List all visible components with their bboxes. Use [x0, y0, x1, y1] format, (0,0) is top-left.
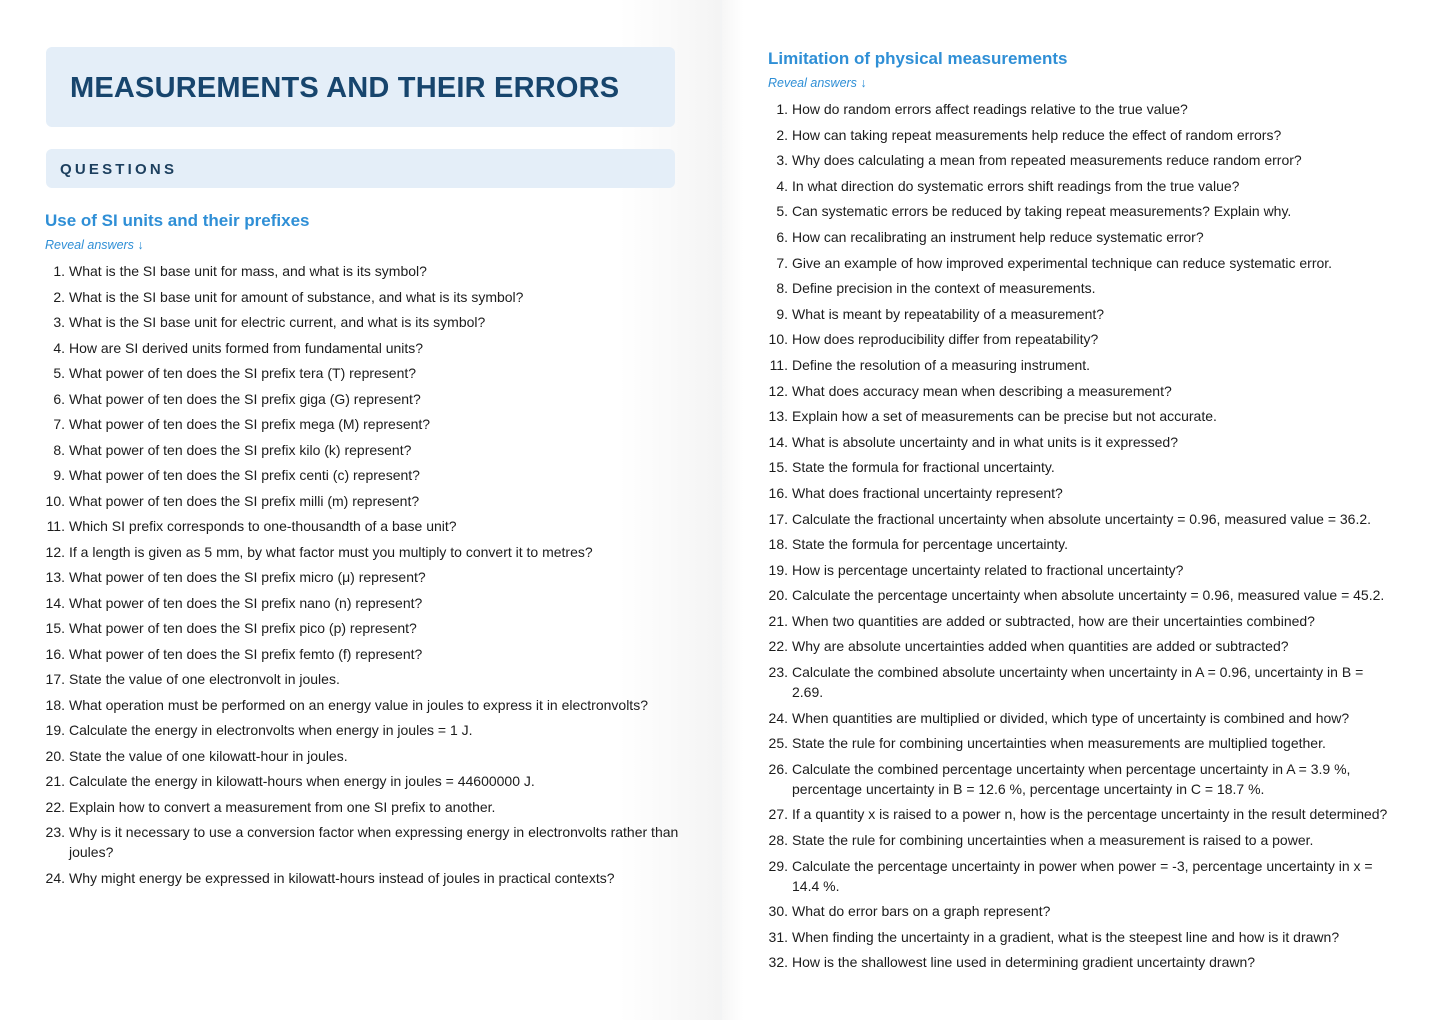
list-item — [768, 432, 1398, 452]
section-si-units — [45, 211, 685, 893]
question-number: 13. — [45, 569, 65, 585]
question-text: How can taking repeat measurements help reduce the effect of random errors? — [792, 126, 1282, 143]
list-item — [768, 585, 1398, 605]
question-number: 15. — [768, 459, 788, 476]
list-item — [45, 542, 685, 562]
question-number: 1. — [53, 263, 65, 279]
list-item — [45, 261, 685, 281]
question-number: 17. — [45, 671, 65, 687]
right-page — [722, 0, 1445, 1020]
question-number: 11. — [46, 518, 65, 534]
list-item — [768, 830, 1398, 850]
section-heading: Limitation of physical measurements — [768, 49, 1068, 68]
question-text: What is the SI base unit for electric current, and what is its symbol? — [69, 314, 486, 330]
question-text: How can recalibrating an instrument help reduce systematic error? — [792, 228, 1204, 245]
list-item — [768, 636, 1398, 656]
question-text: What does fractional uncertainty represent? — [792, 484, 1063, 501]
question-number: 23. — [45, 824, 65, 840]
question-number: 24. — [768, 709, 788, 726]
question-number: 7. — [53, 416, 65, 432]
list-item — [45, 516, 685, 536]
question-text: If a length is given as 5 mm, by what factor must you multiply to convert it to metres? — [69, 543, 593, 560]
list-item — [768, 457, 1398, 477]
question-text: When finding the uncertainty in a gradient, what is the steepest line and how is it drawn? — [792, 928, 1340, 945]
question-text: State the formula for percentage uncertainty. — [792, 536, 1069, 553]
list-item — [768, 406, 1398, 426]
question-text: What power of ten does the SI prefix femto (f) represent? — [69, 645, 423, 662]
list-item — [45, 644, 685, 664]
list-item — [768, 708, 1398, 728]
question-number: 21. — [768, 612, 788, 629]
question-number: 21. — [45, 773, 65, 789]
list-item — [45, 440, 685, 460]
list-item — [768, 509, 1398, 529]
question-number: 14. — [768, 433, 788, 450]
question-number: 12. — [768, 382, 788, 399]
question-text: State the value of one kilowatt-hour in joules. — [69, 747, 348, 764]
list-item — [768, 804, 1398, 824]
question-text: Define the resolution of a measuring instrument. — [792, 356, 1091, 373]
question-text: What power of ten does the SI prefix centi (c) represent? — [69, 467, 420, 483]
list-item — [768, 381, 1398, 401]
question-list — [45, 261, 685, 888]
question-number: 19. — [768, 561, 788, 578]
question-text: How is percentage uncertainty related to fractional uncertainty? — [792, 561, 1184, 578]
question-text: How are SI derived units formed from fundamental units? — [69, 339, 424, 356]
list-item — [768, 99, 1398, 119]
list-item — [45, 746, 685, 766]
question-number: 14. — [45, 594, 65, 611]
question-text: State the value of one electronvolt in joules. — [69, 671, 340, 687]
question-text: When two quantities are added or subtracted, how are their uncertainties combined? — [792, 612, 1315, 629]
list-item — [768, 611, 1398, 631]
list-item — [768, 927, 1398, 947]
question-number: 28. — [768, 832, 788, 849]
question-number: 9. — [53, 467, 65, 483]
list-item — [45, 822, 685, 862]
list-item — [45, 287, 685, 307]
title-banner — [46, 47, 675, 127]
question-text: How do random errors affect readings relative to the true value? — [792, 101, 1188, 117]
question-text: What operation must be performed on an energy value in joules to express it in electronvolts? — [69, 696, 648, 713]
list-item — [45, 797, 685, 817]
question-text: Give an example of how improved experimental technique can reduce systematic error. — [792, 254, 1333, 271]
list-item — [768, 253, 1398, 273]
list-item — [45, 312, 685, 332]
list-item — [768, 560, 1398, 580]
question-text: Why is it necessary to use a conversion factor when expressing energy in electronvolts rather than joules? — [69, 824, 679, 860]
list-item — [45, 567, 685, 587]
question-number: 30. — [768, 903, 788, 920]
question-text: Calculate the percentage uncertainty in power when power = -3, percentage uncertainty in x = 14.4 %. — [792, 857, 1373, 894]
question-text: Explain how to convert a measurement from one SI prefix to another. — [69, 798, 496, 815]
list-item — [768, 278, 1398, 298]
reveal-answers-link[interactable]: Reveal answers ↓ — [768, 76, 867, 90]
list-item — [45, 593, 685, 613]
question-number: 16. — [768, 484, 788, 501]
question-number: 1. — [776, 101, 788, 117]
question-number: 32. — [768, 954, 788, 971]
question-number: 2. — [776, 126, 788, 143]
list-item — [768, 662, 1398, 702]
list-item — [45, 695, 685, 715]
list-item — [768, 150, 1398, 170]
question-text: What power of ten does the SI prefix nano (n) represent? — [69, 594, 423, 611]
question-number: 23. — [768, 664, 788, 681]
question-text: What power of ten does the SI prefix milli (m) represent? — [69, 492, 420, 509]
question-text: Can systematic errors be reduced by taking repeat measurements? Explain why. — [792, 203, 1292, 220]
list-item — [768, 176, 1398, 196]
question-text: When quantities are multiplied or divided, which type of uncertainty is combined and how? — [792, 709, 1350, 726]
question-text: What is the SI base unit for mass, and what is its symbol? — [69, 263, 427, 279]
list-item — [768, 733, 1398, 753]
question-number: 15. — [45, 620, 65, 636]
list-item — [768, 952, 1398, 972]
question-number: 3. — [53, 314, 65, 330]
question-number: 22. — [768, 638, 788, 655]
question-text: What does accuracy mean when describing a measurement? — [792, 382, 1172, 399]
question-text: How does reproducibility differ from repeatability? — [792, 331, 1099, 348]
question-number: 10. — [768, 331, 788, 348]
list-item — [45, 868, 685, 888]
question-number: 24. — [45, 869, 65, 886]
question-number: 11. — [769, 356, 788, 373]
question-text: What power of ten does the SI prefix giga (G) represent? — [69, 390, 421, 407]
question-text: Calculate the energy in kilowatt-hours when energy in joules = 44600000 J. — [69, 773, 535, 789]
question-text: Why might energy be expressed in kilowatt-hours instead of joules in practical contexts? — [69, 869, 615, 886]
question-text: State the rule for combining uncertainties when measurements are multiplied together. — [792, 735, 1326, 752]
questions-label: QUESTIONS — [60, 161, 178, 178]
question-text: Calculate the combined percentage uncertainty when percentage uncertainty in A = 3.9 %, percentage uncertainty in B = 12.6 %, percentage uncertainty in C = 18.7 %. — [792, 760, 1351, 797]
question-text: How is the shallowest line used in determining gradient uncertainty drawn? — [792, 954, 1256, 971]
list-item — [45, 669, 685, 689]
list-item — [768, 856, 1398, 896]
question-text: Why does calculating a mean from repeated measurements reduce random error? — [792, 152, 1302, 169]
list-item — [768, 227, 1398, 247]
question-number: 26. — [768, 760, 788, 777]
list-item — [45, 414, 685, 434]
question-number: 7. — [776, 254, 788, 271]
question-number: 8. — [776, 280, 788, 297]
question-text: Explain how a set of measurements can be precise but not accurate. — [792, 408, 1217, 425]
question-text: What is the SI base unit for amount of substance, and what is its symbol? — [69, 288, 524, 305]
list-item — [45, 771, 685, 791]
list-item — [45, 363, 685, 383]
question-text: Define precision in the context of measurements. — [792, 280, 1096, 297]
question-text: What power of ten does the SI prefix kilo (k) represent? — [69, 441, 412, 458]
question-list — [768, 99, 1398, 972]
question-text: What power of ten does the SI prefix micro (μ) represent? — [69, 569, 426, 585]
question-number: 22. — [45, 798, 65, 815]
question-number: 18. — [768, 536, 788, 553]
question-number: 5. — [53, 365, 65, 381]
question-text: Why are absolute uncertainties added when quantities are added or subtracted? — [792, 638, 1289, 655]
question-number: 2. — [53, 288, 65, 305]
question-number: 25. — [768, 735, 788, 752]
question-text: Calculate the percentage uncertainty when absolute uncertainty = 0.96, measured value = 45.2. — [792, 587, 1385, 604]
question-number: 13. — [768, 408, 788, 425]
section-physical-measurements — [768, 49, 1398, 978]
list-item — [45, 491, 685, 511]
question-number: 6. — [53, 390, 65, 407]
question-number: 9. — [776, 305, 788, 322]
question-number: 20. — [45, 747, 65, 764]
list-item — [768, 534, 1398, 554]
list-item — [45, 720, 685, 740]
list-item — [768, 901, 1398, 921]
question-text: In what direction do systematic errors shift readings from the true value? — [792, 177, 1240, 194]
question-number: 3. — [776, 152, 788, 169]
list-item — [45, 465, 685, 485]
question-number: 29. — [768, 857, 788, 874]
question-text: What power of ten does the SI prefix tera (T) represent? — [69, 365, 417, 381]
question-text: Calculate the energy in electronvolts when energy in joules = 1 J. — [69, 722, 473, 738]
question-text: What power of ten does the SI prefix pico (p) represent? — [69, 620, 417, 636]
list-item — [768, 355, 1398, 375]
question-text: What do error bars on a graph represent? — [792, 903, 1051, 920]
list-item — [768, 483, 1398, 503]
section-heading: Use of SI units and their prefixes — [45, 211, 310, 230]
question-number: 20. — [768, 587, 788, 604]
reveal-answers-link[interactable]: Reveal answers ↓ — [45, 238, 144, 252]
list-item — [768, 201, 1398, 221]
question-text: Which SI prefix corresponds to one-thousandth of a base unit? — [69, 518, 457, 534]
question-text: What is absolute uncertainty and in what units is it expressed? — [792, 433, 1178, 450]
question-number: 16. — [45, 645, 65, 662]
question-number: 19. — [45, 722, 65, 738]
question-number: 18. — [45, 696, 65, 713]
question-number: 12. — [45, 543, 65, 560]
list-item — [768, 329, 1398, 349]
list-item — [45, 338, 685, 358]
question-text: State the rule for combining uncertainties when a measurement is raised to a power. — [792, 832, 1314, 849]
question-number: 31. — [768, 928, 788, 945]
question-number: 4. — [776, 177, 788, 194]
question-text: State the formula for fractional uncertainty. — [792, 459, 1055, 476]
question-text: Calculate the fractional uncertainty when absolute uncertainty = 0.96, measured value = 36.2. — [792, 510, 1372, 527]
question-number: 17. — [768, 510, 788, 527]
question-number: 4. — [53, 339, 65, 356]
question-number: 6. — [776, 228, 788, 245]
left-page — [0, 0, 720, 1020]
question-number: 27. — [768, 806, 788, 823]
question-text: What is meant by repeatability of a measurement? — [792, 305, 1105, 322]
question-text: Calculate the combined absolute uncertainty when uncertainty in A = 0.96, uncertainty in B = 2.69. — [792, 664, 1364, 701]
page-title: MEASUREMENTS AND THEIR ERRORS — [70, 72, 620, 104]
question-number: 8. — [53, 441, 65, 458]
questions-banner — [46, 149, 675, 188]
list-item — [45, 389, 685, 409]
question-number: 5. — [776, 203, 788, 220]
list-item — [768, 304, 1398, 324]
question-text: If a quantity x is raised to a power n, how is the percentage uncertainty in the result determined? — [792, 806, 1388, 823]
question-text: What power of ten does the SI prefix mega (M) represent? — [69, 416, 431, 432]
list-item — [768, 125, 1398, 145]
list-item — [45, 618, 685, 638]
question-number: 10. — [45, 492, 65, 509]
list-item — [768, 759, 1398, 799]
